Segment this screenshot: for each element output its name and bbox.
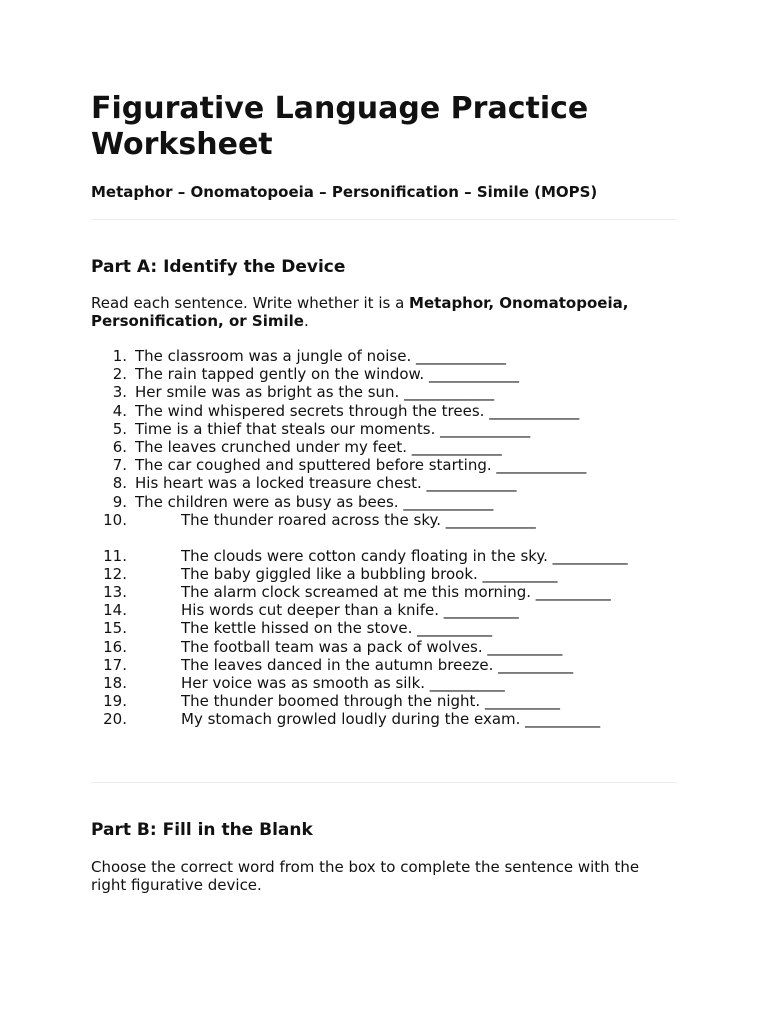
question-item — [91, 583, 677, 601]
part-a-heading: Part A: Identify the Device — [91, 257, 346, 277]
question-number: 18. — [103, 673, 127, 692]
part-a-instructions — [91, 294, 677, 330]
question-text: His words cut deeper than a knife. __________ — [181, 601, 519, 620]
question-item — [91, 456, 677, 474]
question-item — [91, 474, 677, 492]
question-text: The alarm clock screamed at me this morning. __________ — [181, 583, 611, 602]
question-text: Time is a thief that steals our moments. ____________ — [135, 419, 531, 438]
question-number: 6. — [112, 438, 127, 456]
question-item — [91, 601, 677, 619]
question-item — [91, 383, 677, 401]
question-text: The children were as busy as bees. ____________ — [135, 492, 494, 511]
question-number: 10. — [103, 510, 127, 529]
divider — [91, 782, 677, 783]
question-number: 20. — [103, 709, 127, 728]
question-text: The rain tapped gently on the window. ____________ — [135, 365, 519, 384]
question-text: The baby giggled like a bubbling brook. __________ — [181, 565, 558, 584]
divider — [91, 219, 677, 220]
part-b-heading: Part B: Fill in the Blank — [91, 820, 313, 840]
question-number: 12. — [103, 565, 127, 584]
question-item — [91, 438, 677, 456]
question-item — [91, 638, 677, 656]
question-item — [91, 674, 677, 692]
question-number: 4. — [112, 401, 127, 420]
question-number: 17. — [103, 655, 127, 674]
question-item — [91, 511, 677, 529]
instructions-devices: Metaphor, Onomatopoeia, Personification, or Simile — [91, 294, 629, 330]
question-text: The leaves crunched under my feet. ____________ — [135, 438, 502, 456]
question-number: 5. — [112, 419, 127, 438]
question-item — [91, 365, 677, 383]
instructions-period: . — [303, 312, 309, 330]
question-number: 2. — [112, 365, 127, 384]
question-number: 3. — [112, 383, 127, 402]
question-item — [91, 565, 677, 583]
question-number: 14. — [103, 601, 127, 620]
question-item — [91, 547, 677, 565]
question-number: 1. — [112, 347, 127, 365]
question-item — [91, 692, 677, 710]
question-text: His heart was a locked treasure chest. ____________ — [135, 474, 517, 493]
page-title: Figurative Language Practice Worksheet — [91, 91, 589, 162]
question-text: The thunder roared across the sky. ____________ — [181, 510, 536, 529]
question-text: Her smile was as bright as the sun. ____________ — [135, 383, 495, 402]
question-number: 15. — [103, 619, 127, 638]
question-text: The clouds were cotton candy floating in the sky. __________ — [181, 547, 628, 565]
question-text: The wind whispered secrets through the trees. ____________ — [135, 401, 580, 420]
question-item — [91, 656, 677, 674]
question-number: 9. — [112, 492, 127, 511]
question-text: The leaves danced in the autumn breeze. __________ — [181, 655, 574, 674]
question-number: 19. — [103, 691, 127, 710]
question-text: The thunder boomed through the night. __________ — [181, 691, 560, 710]
question-item — [91, 619, 677, 637]
question-text: My stomach growled loudly during the exam. __________ — [181, 709, 601, 728]
question-number: 13. — [103, 583, 127, 602]
question-text: Her voice was as smooth as silk. __________ — [181, 673, 505, 692]
question-item — [91, 710, 677, 728]
question-number: 16. — [103, 637, 127, 656]
question-text: The car coughed and sputtered before starting. ____________ — [135, 456, 587, 475]
question-number: 11. — [103, 547, 127, 565]
question-number: 7. — [112, 456, 127, 475]
question-item — [91, 420, 677, 438]
question-item — [91, 402, 677, 420]
part-b-instructions: Choose the correct word from the box to complete the sentence with the right figurative device. — [91, 858, 640, 894]
instructions-text: Read each sentence. Write whether it is a — [91, 294, 410, 312]
page-subtitle: Metaphor – Onomatopoeia – Personification – Simile (MOPS) — [91, 183, 598, 201]
question-text: The classroom was a jungle of noise. ____________ — [135, 347, 507, 365]
question-text: The kettle hissed on the stove. __________ — [181, 619, 493, 638]
question-text: The football team was a pack of wolves. __________ — [181, 637, 563, 656]
question-item — [91, 493, 677, 511]
question-item — [91, 347, 677, 365]
question-number: 8. — [112, 474, 127, 493]
